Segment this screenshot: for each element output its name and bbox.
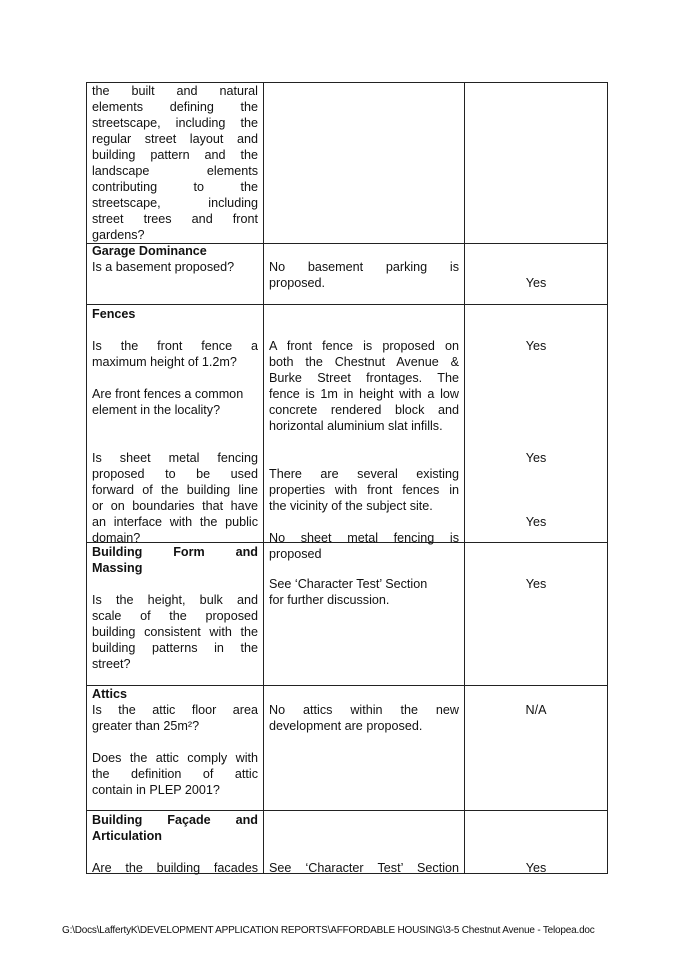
text-line: maximum height of 1.2m? [92, 355, 237, 369]
text-line: Does the attic comply with [92, 751, 258, 765]
text-line: gardens? [92, 228, 145, 242]
text-line: streetscape, including [92, 196, 258, 210]
text-line: an interface with the public [92, 515, 258, 529]
text-line: No sheet metal fencing is [269, 531, 459, 545]
section-heading: Building Form and [92, 545, 258, 559]
response-cell [269, 259, 459, 291]
text-line: fence is 1m in height with a low [269, 387, 459, 401]
text-line: proposed to be used [92, 467, 258, 481]
assessment-table [86, 82, 608, 874]
text-line: street? [92, 657, 131, 671]
text-line: No basement parking is [269, 260, 459, 274]
response-cell [269, 702, 459, 734]
section-heading: Building Façade and [92, 813, 258, 827]
text-line: scale of the proposed [92, 609, 258, 623]
response-cell [269, 860, 459, 876]
section-heading: Articulation [92, 829, 162, 843]
section-heading: Fences [92, 307, 136, 321]
text-line: contributing to the [92, 180, 258, 194]
text-line: element in the locality? [92, 403, 221, 417]
text-line: Are front fences a common [92, 387, 244, 401]
criterion-cell [92, 686, 258, 798]
text-line: Is the height, bulk and [92, 593, 258, 607]
text-line: proposed. [269, 276, 326, 290]
table-border-col1 [263, 82, 264, 874]
text-line: streetscape, including the [92, 116, 258, 130]
text-line: for further discussion. [269, 593, 390, 607]
text-line: landscape elements [92, 164, 258, 178]
text-line: contain in PLEP 2001? [92, 783, 220, 797]
text-line: Is the attic floor area [92, 703, 258, 717]
question-text: Is a basement proposed? [92, 260, 235, 274]
row-divider [86, 810, 608, 811]
document-footer-path: G:\Docs\LaffertyK\DEVELOPMENT APPLICATION REPORTS\AFFORDABLE HOUSING\3-5 Chestnut Avenue - Telopea.doc [62, 925, 595, 936]
text-line: Burke Street frontages. The [269, 371, 459, 385]
text-line: Is the front fence a [92, 339, 258, 353]
table-border-left [86, 82, 87, 874]
text-line: proposed [269, 547, 322, 561]
compliance-value: Yes [525, 451, 547, 465]
text-line: Is sheet metal fencing [92, 451, 258, 465]
text-line: the vicinity of the subject site. [269, 499, 433, 513]
text-line: See ‘Character Test’ Section [269, 577, 428, 591]
text-line: building pattern and the [92, 148, 258, 162]
compliance-value: Yes [525, 339, 547, 353]
text-line: the built and natural [92, 84, 258, 98]
text-line: greater than 25m²? [92, 719, 200, 733]
compliance-value: Yes [525, 577, 547, 591]
criterion-cell [92, 812, 258, 876]
text-line: forward of the building line [92, 483, 258, 497]
text-line: There are several existing [269, 467, 459, 481]
text-line: concrete rendered block and [269, 403, 459, 417]
text-line: horizontal aluminium slat infills. [269, 419, 443, 433]
text-line: properties with front fences in [269, 483, 459, 497]
text-line: building patterns in the [92, 641, 258, 655]
text-line: both the Chestnut Avenue & [269, 355, 459, 369]
text-line: building consistent with the [92, 625, 258, 639]
compliance-value: Yes [525, 276, 547, 290]
section-heading: Massing [92, 561, 143, 575]
table-border-col2 [464, 82, 465, 874]
text-line: the definition of attic [92, 767, 258, 781]
section-heading: Attics [92, 687, 127, 701]
text-line: elements defining the [92, 100, 258, 114]
section-heading: Garage Dominance [92, 244, 207, 258]
text-line: No attics within the new [269, 703, 459, 717]
criterion-cell [92, 544, 258, 672]
text-line: regular street layout and [92, 132, 258, 146]
criterion-cell [92, 243, 258, 275]
text-line: domain? [92, 531, 141, 545]
compliance-value: Yes [525, 515, 547, 529]
text-line: A front fence is proposed on [269, 339, 459, 353]
response-cell [269, 338, 459, 562]
compliance-value: N/A [525, 703, 547, 717]
criterion-cell [92, 83, 258, 243]
text-line: street trees and front [92, 212, 258, 226]
criterion-cell [92, 306, 258, 546]
table-border-right [607, 82, 608, 874]
response-cell [269, 576, 459, 608]
row-divider [86, 304, 608, 305]
text-line: Are the building facades [92, 861, 258, 875]
text-line: or on boundaries that have [92, 499, 258, 513]
text-line: development are proposed. [269, 719, 423, 733]
compliance-value: Yes [525, 861, 547, 875]
text-line: See ‘Character Test’ Section [269, 861, 459, 875]
